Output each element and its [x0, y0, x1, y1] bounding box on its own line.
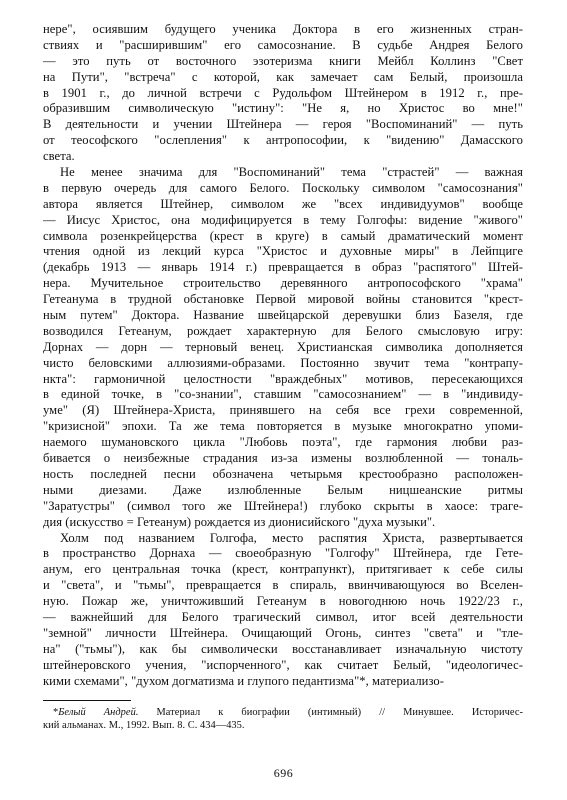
text-line: анум, его центральная точка (крест, контрапункт), притягивает к себе силы — [43, 562, 523, 577]
text-line: ным путем" Доктора. Название швейцарской деревушки близ Базеля, где — [43, 308, 523, 323]
footnote-divider — [43, 700, 131, 701]
text-line: — это путь от восточного эзотеризма книги Мейбл Коллинз "Свет — [43, 53, 523, 68]
footnote-author: Белый Андрей. — [58, 707, 139, 719]
text-line: Холм под названием Голгофа, место распятия Христа, развертывается — [60, 530, 523, 545]
text-line: на" ("тьмы"), как бы символически восстанавливает изначальную чистоту — [43, 641, 523, 656]
footnote-marker: * — [53, 707, 59, 719]
text-line: ными диезами. Даже излюбленные Белым ницшеанские ритмы — [43, 482, 523, 497]
text-line: "земной" личности Штейнера. Очищающий Огонь, синтез "света" и "тле- — [43, 625, 523, 640]
paragraph — [43, 22, 523, 165]
footnote-line — [43, 707, 523, 720]
text-line: ствиях и "расширившим" его самосознание. В судьбе Андрея Белого — [43, 37, 523, 52]
text-line: чисто беловскими аллюзиями-образами. Постоянно звучит тема "контрапу- — [43, 355, 523, 370]
text-line: на Пути", "встреча" с которой, как замечает сам Белый, произошла — [43, 69, 523, 84]
text-line: и "света", и "тьмы", превращается в спираль, ввинчивающуюся во Вселен- — [43, 578, 523, 593]
text-line: дия (искусство = Гетеанум) рождается из дионисийского "духа музыки". — [43, 514, 436, 529]
text-line: бивается о неизбежные страдания из-за измены возлюбленной — тональ- — [43, 451, 523, 466]
text-line: символа розенкрейцерства (крест в круге) в самый драматический момент — [43, 228, 523, 243]
footnote-line: кий альманах. М., 1992. Вып. 8. С. 434—435. — [43, 720, 245, 732]
paragraph — [43, 531, 523, 690]
text-line: нере", осиявшим будущего ученика Доктора в его жизненных стран- — [43, 22, 523, 36]
text-line: в единой точке, в "со-знании", ставшим "самосознанием" — в "индивиду- — [43, 387, 523, 402]
text-line: В деятельности и учении Штейнера — героя "Воспоминаний" — путь — [43, 117, 523, 132]
text-line: ную. Пожар же, уничтоживший Гетеанум в новогоднюю ночь 1922/23 г., — [43, 594, 523, 609]
text-line: — важнейший для Белого трагический символ, итог всей деятельности — [43, 609, 523, 624]
text-line: нкта": гармоничной целостности "враждебных" мотивов, пересекающихся — [43, 371, 523, 386]
text-line: "Заратустры" (символ того же Штейнера!) глубоко скрыты в хаосе: траге- — [43, 498, 523, 513]
text-line: образившим символическую "истину": "Не я, но Христос во мне!" — [43, 101, 523, 116]
text-line: в первую очередь для самого Белого. Поскольку символом "самосознания" — [43, 180, 523, 195]
text-line: ность последней песни обозначена четырьмя крестообразно расположен- — [43, 466, 523, 481]
text-line: кими схемами", "духом догматизма и глупого педантизма"*, материализо- — [43, 673, 444, 688]
text-line: в 1901 г., до личной встречи с Рудольфом Штейнером в 1912 г., пре- — [43, 85, 523, 100]
page-number: 696 — [273, 766, 294, 780]
text-line: Не менее значима для "Воспоминаний" тема "страстей" — важная — [60, 165, 523, 180]
text-line: от теософского "ослепления" к антропософии, к "видению" Дамасского — [43, 133, 523, 148]
text-line: уме" (Я) Штейнера-Христа, принявшего на себя все грехи современной, — [43, 403, 523, 418]
text-line: Гетеанума в трудной обстановке Первой мировой войны становится "крест- — [43, 292, 523, 307]
text-line: возводился Гетеанум, рождает характерную для Белого смысловую игру: — [43, 323, 523, 338]
footnote — [43, 707, 523, 733]
footnote-text: Материал к биографии (интимный) // Минувшее. Историчес- — [138, 707, 523, 719]
text-line: штейнеровского учения, "испорченного", как считает Белый, "идеологичес- — [43, 657, 523, 672]
text-line: автора является Штейнер, символом же "всех индивидуумов" вообще — [43, 196, 523, 211]
text-line: нера. Мучительное строительство деревянного антропософского "храма" — [43, 276, 523, 291]
body-text — [43, 22, 523, 689]
text-line: чтения одной из лекций курса "Христос и духовные миры" в Лейпциге — [43, 244, 523, 259]
text-line: — Иисус Христос, она модифицируется в тему Голгофы: видение "живого" — [43, 212, 523, 227]
text-line: "кризисной" эпохи. Та же тема повторяется в музыке многократно упоми- — [43, 419, 523, 434]
text-line: Дорнах — дорн — терновый венец. Христианская символика дополняется — [43, 339, 523, 354]
paragraph — [43, 165, 523, 530]
text-line: наемого шумановского цикла "Любовь поэта", где гармония любви раз- — [43, 435, 523, 450]
text-line: в пространство Дорнаха — своеобразную "Голгофу" Штейнера, где Гете- — [43, 546, 523, 561]
text-line: света. — [43, 149, 75, 164]
text-line: (декабрь 1913 — январь 1914 г.) превращается в образ "распятого" Штей- — [43, 260, 523, 275]
